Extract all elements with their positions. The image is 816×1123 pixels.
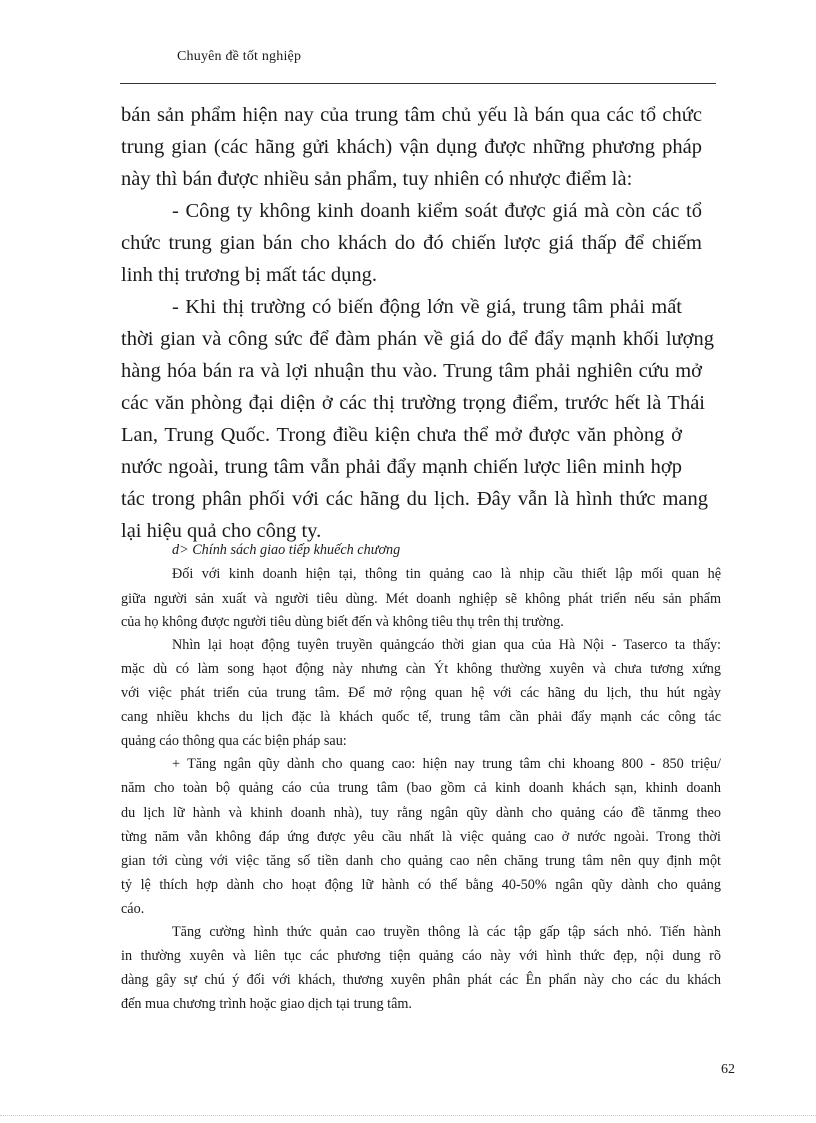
section-heading: d> Chính sách giao tiếp khuếch chương xyxy=(172,542,401,558)
body-line: này thì bán được nhiều sản phẩm, tuy nhiên có nhược điểm là: xyxy=(121,168,633,190)
small-line: của họ không được người tiêu dùng biết đến và không tiêu thụ trên thị trường. xyxy=(121,614,564,630)
small-line: + Tăng ngân qũy dành cho quang cao: hiện nay trung tâm chi khoang 800 - 850 triệu/ xyxy=(172,756,721,772)
body-line: tác trong phân phối với các hãng du lịch. Đây vẫn là hình thức mang xyxy=(121,488,708,510)
body-line: - Công ty không kinh doanh kiểm soát được giá mà còn các tổ xyxy=(172,200,702,222)
small-line: Tăng cường hình thức quản cao truyền thông là các tập gấp tập sách nhỏ. Tiến hành xyxy=(172,924,721,940)
header-rule xyxy=(120,83,716,84)
small-line: Đối với kinh doanh hiện tại, thông tin quảng cao là nhịp cầu thiết lập mối quan hệ xyxy=(172,566,721,582)
small-line: du lịch lữ hành và khinh doanh nhà), tuy rằng ngân qũy dành cho quảng cáo đề tănmg theo xyxy=(121,805,721,821)
small-line: in thường xuyên và liên tục các phương tiện quảng cáo này với hình thức đẹp, nội dung rõ xyxy=(121,948,721,964)
small-line: cáo. xyxy=(121,901,145,917)
body-line: trung gian (các hãng gửi khách) vận dụng được những phương pháp xyxy=(121,136,702,158)
body-line: - Khi thị trường có biến động lớn về giá, trung tâm phải mất xyxy=(172,296,682,318)
body-line: các văn phòng đại diện ở các thị trường trọng điểm, trước hết là Thái xyxy=(121,392,705,414)
body-line: nước ngoài, trung tâm vẫn phải đẩy mạnh chiến lược liên minh hợp xyxy=(121,456,682,478)
running-header: Chuyên đề tốt nghiệp xyxy=(177,49,302,64)
body-line: bán sản phẩm hiện nay của trung tâm chủ yếu là bán qua các tổ chức xyxy=(121,104,702,126)
page-number: 62 xyxy=(721,1062,735,1077)
page-bottom-border xyxy=(0,1115,816,1116)
body-line: thời gian và công sức để đàm phán về giá do để đẩy mạnh khối lượng xyxy=(121,328,714,350)
small-line: cang nhiều khchs du lịch đặc là khách quốc tế, trung tâm cần phải đẩy mạnh các công tác xyxy=(121,709,721,725)
small-line: quảng cáo thông qua các biện pháp sau: xyxy=(121,733,347,749)
small-line: đến mua chương trình hoặc giao dịch tại trung tâm. xyxy=(121,996,412,1012)
small-line: dàng gây sự chú ý đối với khách, thương xuyên phân phát các Ên phẩn này cho các du khách xyxy=(121,972,721,988)
small-line: tỷ lệ thích hợp dành cho hoạt động lữ hành có thể bằng 40-50% ngân qũy dành cho quảng xyxy=(121,877,721,893)
small-line: mặc dù có làm song hạot động này nhưng càn Ýt không thường xuyên và chưa tương xứng xyxy=(121,661,721,677)
body-line: lại hiệu quả cho công ty. xyxy=(121,520,322,542)
small-line: với việc phát triển của trung tâm. Để mở rộng quan hệ với các hãng du lịch, thu hút ngày xyxy=(121,685,721,701)
small-line: Nhìn lại hoạt động tuyên truyền quảngcáo thời gian qua của Hà Nội - Taserco ta thấy: xyxy=(172,637,721,653)
small-line: giữa người sản xuất và người tiêu dùng. Mét doanh nghiệp sẽ không phát triển nếu sản phẩm xyxy=(121,591,721,607)
body-line: chức trung gian bán cho khách do đó chiến lược giá thấp để chiếm xyxy=(121,232,702,254)
body-line: hàng hóa bán ra và lợi nhuận thu vào. Trung tâm phải nghiên cứu mở xyxy=(121,360,702,382)
small-line: từng năm vẫn không đáp ứng được yêu cầu nhất là việc quảng cao ở nước ngoài. Trong thời xyxy=(121,829,721,845)
body-line: Lan, Trung Quốc. Trong điều kiện chưa thể mở được văn phòng ở xyxy=(121,424,682,446)
body-line: linh thị trương bị mất tác dụng. xyxy=(121,264,377,286)
small-line: gian tới cùng với việc tăng số tiền danh cho quảng cao nên chăng trung tâm nên quy định một xyxy=(121,853,721,869)
small-line: năm cho toàn bộ quảng cáo của trung tâm (bao gồm cả kinh doanh khách sạn, khinh doanh xyxy=(121,780,721,796)
